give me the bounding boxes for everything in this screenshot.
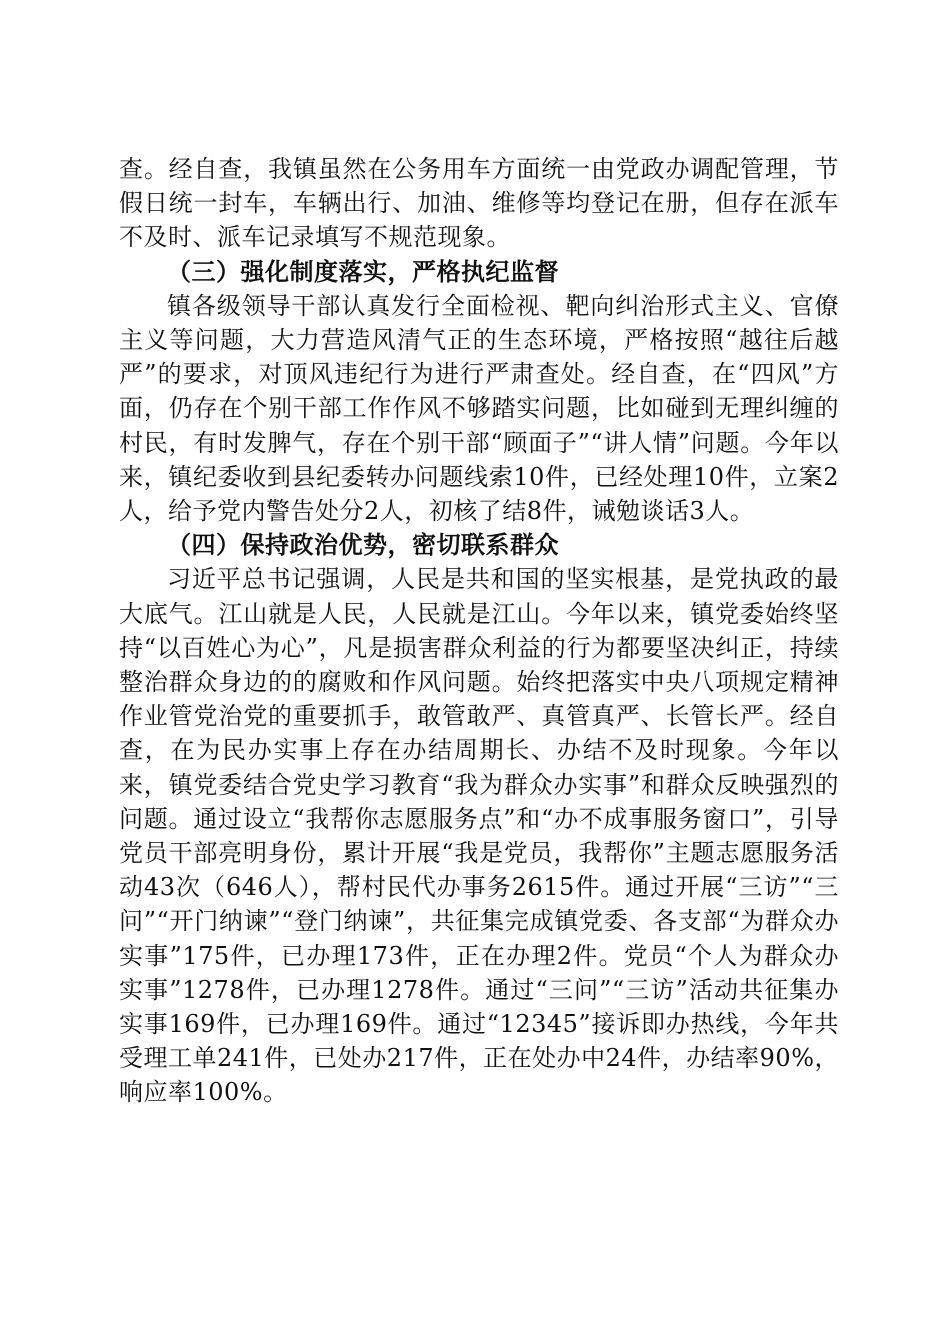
section-heading-four: （四）保持政治优势，密切联系群众	[167, 530, 559, 560]
paragraph-vehicle-management: 查。经自查，我镇虽然在公务用车方面统一由党政办调配管理，节假日统一封车，车辆出行、加油、维修等均登记在册，但存在派车不及时、派车记录填写不规范现象。	[119, 155, 839, 252]
document-body	[119, 152, 839, 1110]
paragraph-discipline-supervision: 镇各级领导干部认真发行全面检视、靶向纠治形式主义、官僚主义等问题，大力营造风清气正的生态环境，严格按照“越往后越严”的要求，对顶风违纪行为进行严肃查处。经自查，在“四风”方面，仍存在个别干部工作作风不够踏实问题，比如碰到无理纠缠的村民，有时发脾气，存在个别干部“顾面子”“讲人情”问题。今年以来，镇纪委收到县纪委转办问题线索10件，已经处理10件，立案2人，给予党内警告处分2人，初核了结8件，诫勉谈话3人。	[119, 291, 839, 526]
section-heading-three: （三）强化制度落实，严格执纪监督	[167, 256, 559, 286]
paragraph-mass-contact: 习近平总书记强调，人民是共和国的坚实根基，是党执政的最大底气。江山就是人民，人民就是江山。今年以来，镇党委始终坚持“以百姓心为心”，凡是损害群众利益的行为都要坚决纠正，持续整治群众身边的的腐败和作风问题。始终把落实中央八项规定精神作业管党治党的重要抓手，敢管敢严、真管真严、长管长严。经自查，在为民办实事上存在办结周期长、办结不及时现象。今年以来，镇党委结合党史学习教育“我为群众办实事”和群众反映强烈的问题。通过设立“我帮你志愿服务点”和“办不成事服务窗口”，引导党员干部亮明身份，累计开展“我是党员，我帮你”主题志愿服务活动43次（646人），帮村民代办事务2615件。通过开展“三访”“三问”“开门纳谏”“登门纳谏”，共征集完成镇党委、各支部“为群众办实事”175件，已办理173件，正在办理2件。党员“个人为群众办实事”1278件，已办理1278件。通过“三问”“三访”活动共征集办实事169件，已办理169件。通过“12345”接诉即办热线，今年共受理工单241件，已处办217件，正在处办中24件，办结率90%，响应率100%。	[119, 565, 839, 1107]
